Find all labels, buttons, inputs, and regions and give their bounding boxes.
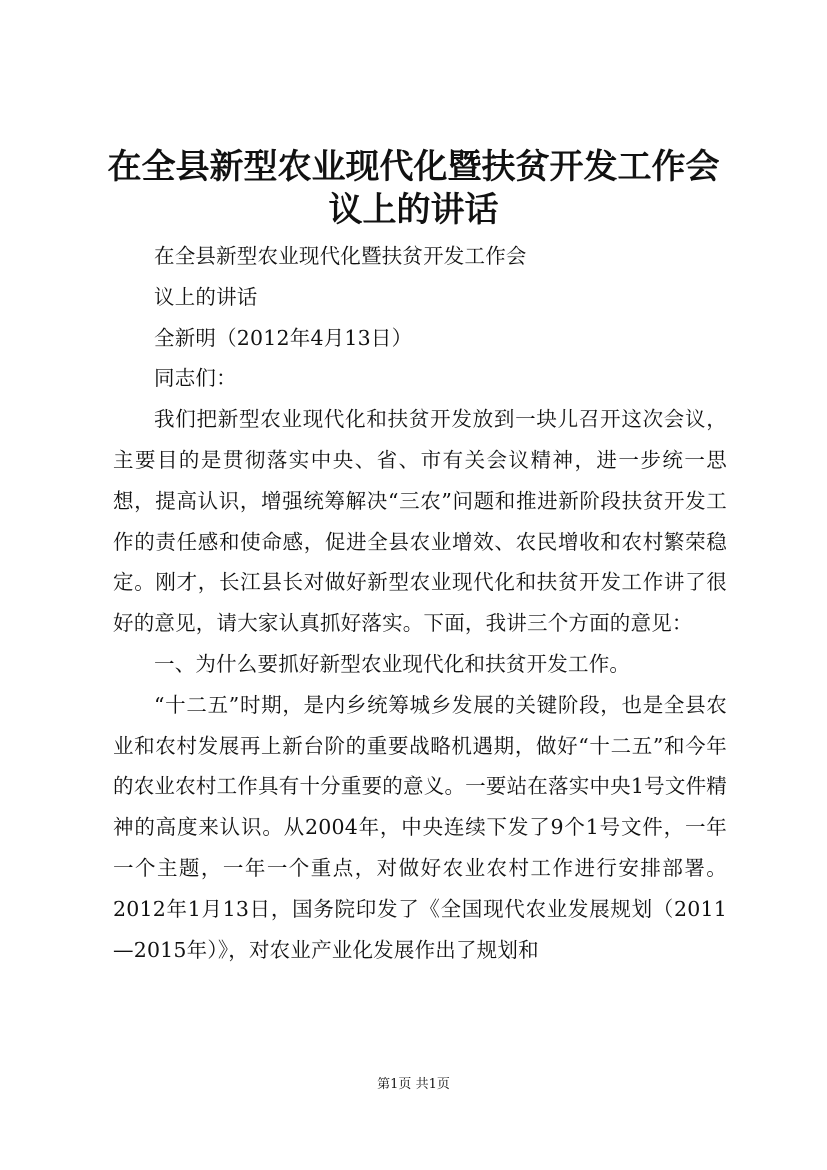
subtitle-line-1: 在全县新型农业现代化暨扶贫开发工作会 <box>154 244 527 268</box>
paragraph-intro: 我们把新型农业现代化和扶贫开发放到一块儿召开这次会议，主要目的是贯彻落实中央、省、市有关会议精神，进一步统一思想，提高认识，增强统筹解决“三农”问题和推进新阶段扶贫开发工作的责任感和使命感，促进全县农业增效、农民增收和农村繁荣稳定。刚才，长江县长对做好新型农业现代化和扶贫开发工作讲了很好的意见，请大家认真抓好落实。下面，我讲三个方面的意见： <box>113 407 727 636</box>
speaker-and-date: 全新明（2012年4月13日） <box>154 325 413 350</box>
page-total: 共1页 <box>415 1077 450 1092</box>
salutation: 同志们： <box>154 366 237 391</box>
section-heading-1: 一、为什么要抓好新型农业现代化和扶贫开发工作。 <box>154 651 631 676</box>
document-body <box>113 236 727 970</box>
page-footer <box>0 1076 827 1094</box>
subtitle-line-2: 议上的讲话 <box>154 284 258 309</box>
page-number: 第1页 <box>377 1077 412 1092</box>
paragraph-body: “十二五”时期，是内乡统筹城乡发展的关键阶段，也是全县农业和农村发展再上新台阶的重要战略机遇期，做好“十二五”和今年的农业农村工作具有十分重要的意义。一要站在落实中央1号文件精神的高度来认识。从2004年，中央连续下发了9个1号文件，一年一个主题，一年一个重点，对做好农业农村工作进行安排部署。2012年1月13日，国务院印发了《全国现代农业发展规划（2011—2015年）》，对农业产业化发展作出了规划和 <box>113 692 727 962</box>
document-title: 在全县新型农业现代化暨扶贫开发工作会议上的讲话 <box>107 147 720 230</box>
